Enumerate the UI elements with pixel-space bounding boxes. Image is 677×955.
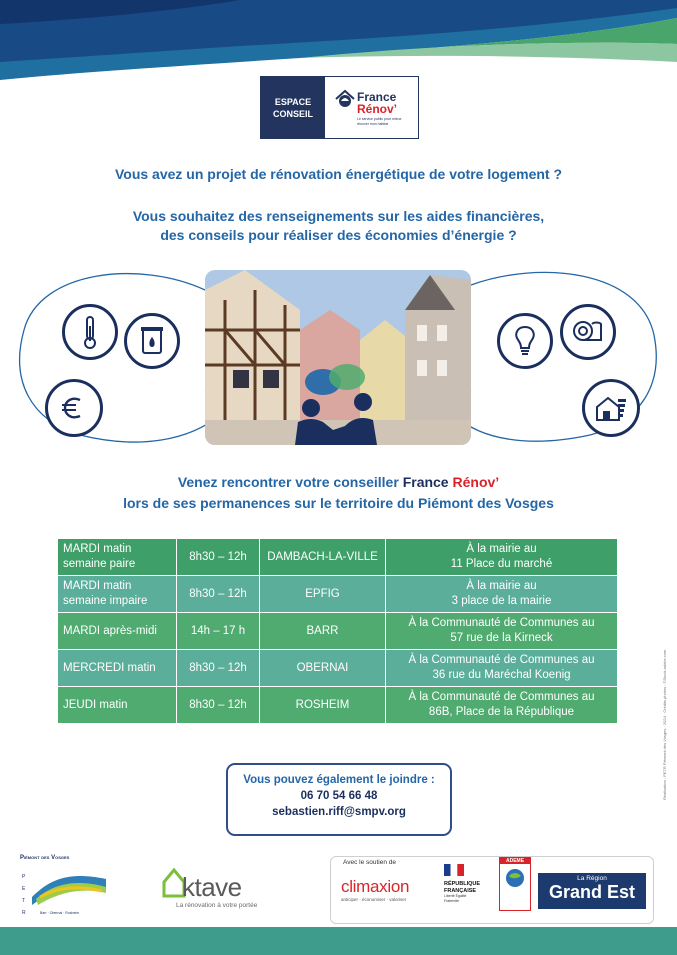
schedule-place xyxy=(386,687,618,724)
contact-phone[interactable]: 06 70 54 66 48 xyxy=(300,790,378,802)
meet-brand-renov: Rénov’ xyxy=(452,474,500,490)
schedule-place xyxy=(386,539,618,576)
espace-conseil-logo xyxy=(260,76,419,139)
meet-brand-france: France xyxy=(402,474,449,490)
piemont-landscape-mark xyxy=(32,867,106,907)
schedule-place-line2: 36 rue du Maréchal Koenig xyxy=(432,669,571,681)
table-row xyxy=(58,650,618,687)
energy-house-icon xyxy=(582,379,640,437)
schedule-place-line1: À la mairie au xyxy=(466,580,537,592)
schedule-day: MARDI matin semaine impaire xyxy=(58,576,177,613)
permanences-table-body xyxy=(58,539,618,724)
euro-icon xyxy=(45,379,103,437)
climaxion-name: climaxion xyxy=(341,877,410,896)
brand-tagline: Le service public pour mieux rénover mon habitat xyxy=(357,117,402,126)
schedule-place xyxy=(386,613,618,650)
schedule-place xyxy=(386,650,618,687)
permanences-table xyxy=(57,538,618,724)
meet-prefix: Venez rencontrer votre conseiller xyxy=(177,474,403,490)
schedule-place-line2: 86B, Place de la République xyxy=(428,706,575,718)
logo-conseil-text: CONSEIL xyxy=(272,108,313,119)
schedule-town: EPFIG xyxy=(260,576,386,613)
meet-heading-line1 xyxy=(0,472,677,492)
brand-france-text: France xyxy=(357,90,397,104)
schedule-town: ROSHEIM xyxy=(260,687,386,724)
region-small: La Région xyxy=(577,875,607,882)
piemont-letter: R xyxy=(22,910,26,916)
oktave-logo xyxy=(162,866,282,914)
town-street-illustration xyxy=(205,270,471,445)
bottom-band xyxy=(0,927,677,955)
stove-icon xyxy=(124,313,180,369)
brand-renov-text: Rénov’ xyxy=(357,102,398,116)
schedule-time: 8h30 – 12h xyxy=(177,687,260,724)
schedule-place-line2: 11 Place du marché xyxy=(450,558,553,570)
question-aides-line2: des conseils pour réaliser des économies d’énergie ? xyxy=(160,227,517,243)
schedule-day: MARDI après-midi xyxy=(58,613,177,650)
schedule-town: DAMBACH-LA-VILLE xyxy=(260,539,386,576)
piemont-sub: Barr · Obernai · Rosheim xyxy=(40,911,80,915)
schedule-time: 8h30 – 12h xyxy=(177,539,260,576)
piemont-letter: E xyxy=(22,886,26,892)
table-row xyxy=(58,687,618,724)
climaxion-logo xyxy=(341,877,409,902)
ademe-name: ADEME xyxy=(500,858,530,864)
schedule-town: BARR xyxy=(260,613,386,650)
france-renov-house-icon xyxy=(334,89,356,109)
table-row xyxy=(58,539,618,576)
piemont-title: Piémont des Vosges xyxy=(20,855,70,861)
piemont-letter: P xyxy=(22,874,26,880)
contact-box xyxy=(226,763,452,836)
schedule-town: OBERNAI xyxy=(260,650,386,687)
republique-francaise-logo xyxy=(444,863,498,917)
rf-motto: Liberté Égalité Fraternité xyxy=(444,894,467,903)
light-bulb-icon xyxy=(497,313,553,369)
schedule-time: 14h – 17 h xyxy=(177,613,260,650)
schedule-place-line1: À la mairie au xyxy=(466,543,537,555)
schedule-time: 8h30 – 12h xyxy=(177,650,260,687)
town-photo xyxy=(205,270,471,445)
piemont-vosges-logo xyxy=(20,855,108,921)
schedule-place-line1: À la Communauté de Communes au xyxy=(408,691,595,703)
insulation-roll-icon xyxy=(560,304,616,360)
contact-email[interactable]: sebastien.riff@smpv.org xyxy=(272,806,406,818)
table-row xyxy=(58,576,618,613)
region-grand-est-logo xyxy=(538,873,646,909)
schedule-place-line1: À la Communauté de Communes au xyxy=(408,654,595,666)
credit-vertical: Réalisation : PETR Piémont des Vosges · 2024 · Crédits photos : ©Stock.adobe.com xyxy=(662,649,667,800)
rf-line2: FRANÇAISE xyxy=(444,887,477,894)
ademe-logo xyxy=(499,857,531,911)
schedule-day: MARDI matin semaine paire xyxy=(58,539,177,576)
schedule-time: 8h30 – 12h xyxy=(177,576,260,613)
schedule-place-line1: À la Communauté de Communes au xyxy=(408,617,595,629)
schedule-day: JEUDI matin xyxy=(58,687,177,724)
meet-heading-line2: lors de ses permanences sur le territoire du Piémont des Vosges xyxy=(123,495,554,511)
logo-espace-text: ESPACE xyxy=(274,96,312,107)
question-renovation: Vous avez un projet de rénovation énergétique de votre logement ? xyxy=(114,166,563,182)
support-label: Avec le soutien de xyxy=(343,859,396,866)
contact-label: Vous pouvez également le joindre : xyxy=(243,774,435,786)
marianne-flag-icon xyxy=(444,864,464,876)
thermometer-icon xyxy=(62,304,118,360)
region-big: Grand Est xyxy=(548,882,636,902)
oktave-tagline: La rénovation à votre portée xyxy=(176,902,258,909)
france-renov-brand xyxy=(325,77,418,138)
schedule-place-line2: 57 rue de la Kirneck xyxy=(450,632,553,644)
schedule-place xyxy=(386,576,618,613)
logo-espace-conseil-block xyxy=(261,77,325,138)
rf-line1: RÉPUBLIQUE xyxy=(444,881,481,887)
partners-box xyxy=(330,856,654,924)
schedule-place-line2: 3 place de la mairie xyxy=(451,595,552,607)
ademe-globe-icon xyxy=(500,864,530,894)
climaxion-tag: anticiper · économiser · valoriser xyxy=(341,897,407,902)
schedule-day: MERCREDI matin xyxy=(58,650,177,687)
table-row xyxy=(58,613,618,650)
piemont-letter: T xyxy=(22,898,26,904)
piemont-letters xyxy=(22,871,28,919)
question-aides-line1: Vous souhaitez des renseignements sur les aides financières, xyxy=(132,208,545,224)
oktave-name: ktave xyxy=(182,872,242,902)
header-waves xyxy=(0,0,677,80)
